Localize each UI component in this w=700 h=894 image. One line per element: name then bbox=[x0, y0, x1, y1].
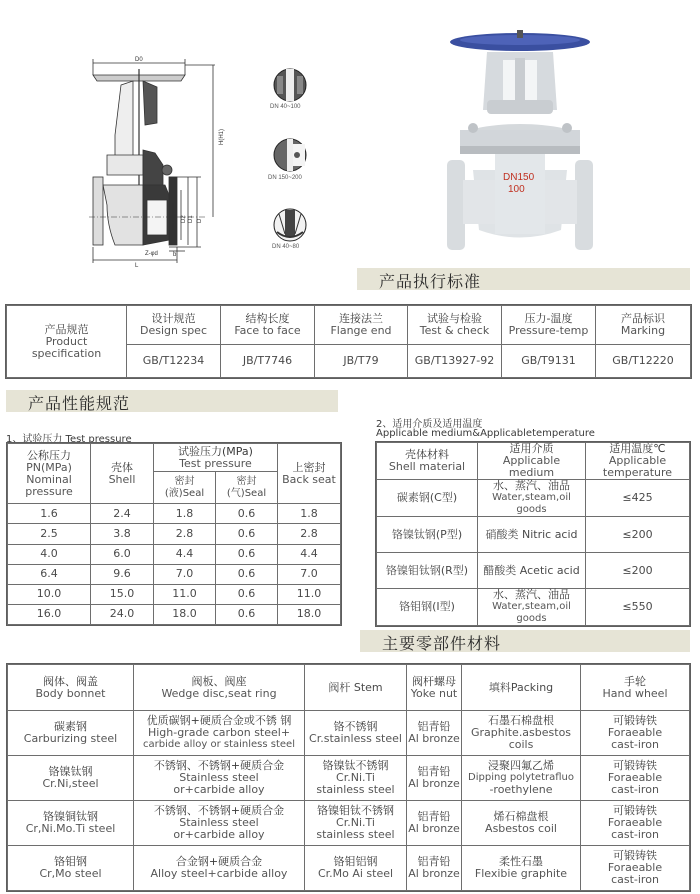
table-row bbox=[8, 544, 341, 564]
cell: 18.0 bbox=[278, 604, 341, 624]
cell: 2.5 bbox=[8, 524, 91, 544]
valve-product-photo bbox=[445, 30, 595, 255]
gate-valve-cross-section-icon bbox=[85, 55, 235, 269]
header-packing: 填料Packing bbox=[462, 665, 581, 711]
standards-table bbox=[6, 305, 691, 378]
body-marking-dn: DN150 bbox=[503, 172, 535, 183]
header-seal-liquid: 密封(液)Seal bbox=[154, 472, 216, 504]
table-row bbox=[377, 589, 690, 626]
cell: 可锻铸铁 Foraeable cast-iron bbox=[581, 801, 690, 846]
cell: 24.0 bbox=[91, 604, 154, 624]
cell: 合金钢+硬质合金 Alloy steel+carbide alloy bbox=[134, 846, 305, 891]
header-yoke-nut: 阀杆螺母 Yoke nut bbox=[407, 665, 462, 711]
cell: 铬钼钢 Cr,Mo steel bbox=[8, 846, 134, 891]
cell: 铬钼铝钢 Cr.Mo Ai steel bbox=[305, 846, 407, 891]
cell: 4.0 bbox=[8, 544, 91, 564]
cell: 11.0 bbox=[278, 584, 341, 604]
cell: 0.6 bbox=[216, 604, 278, 624]
cell: 1.6 bbox=[8, 504, 91, 524]
cell: 1.8 bbox=[154, 504, 216, 524]
cell: 铬镍钛钢(P型) bbox=[377, 517, 478, 553]
detail-label-1: DN 40~100 bbox=[270, 104, 301, 110]
cell: 浸聚四氟乙烯 Dipping polytetrafluo -roethylene bbox=[462, 756, 581, 801]
standards-row-header: 产品规范 Product specification bbox=[7, 306, 127, 378]
cell: 铬镍钼钛不锈钢 Cr.Ni.Ti stainless steel bbox=[305, 801, 407, 846]
standards-col-design: 设计规范 Design spec bbox=[127, 306, 221, 345]
detail-label-2: DN 150~200 bbox=[268, 175, 302, 181]
cell: 6.4 bbox=[8, 564, 91, 584]
cell: 可锻铸铁 Foraeable cast-iron bbox=[581, 711, 690, 756]
table-row bbox=[377, 517, 690, 553]
svg-text:D1: D1 bbox=[188, 215, 194, 223]
cell: 7.0 bbox=[154, 564, 216, 584]
seal-detail-icon bbox=[273, 138, 307, 172]
performance-title: 产品性能规范 bbox=[28, 394, 131, 413]
standards-col-test: 试验与检验 Test & check bbox=[408, 306, 502, 345]
header-nominal-pressure: 公称压力 PN(MPa) Nominal pressure bbox=[8, 444, 91, 504]
header-body-bonnet: 阀体、阀盖 Body bonnet bbox=[8, 665, 134, 711]
medium-caption-en: Applicable medium&Applicabletemperature bbox=[376, 428, 595, 439]
header-applicable-temp: 适用温度℃ Applicable temperature bbox=[586, 443, 690, 480]
cell: 铬镍钛不锈钢 Cr.Ni.Ti stainless steel bbox=[305, 756, 407, 801]
table-row bbox=[377, 480, 690, 517]
header-shell: 壳体 Shell bbox=[91, 444, 154, 504]
cell: 铝青铅 Al bronze bbox=[407, 711, 462, 756]
standards-col-marking: 产品标识 Marking bbox=[596, 306, 691, 345]
header-shell-material: 壳体材料 Shell material bbox=[377, 443, 478, 480]
svg-text:D: D bbox=[197, 218, 203, 223]
body-marking-pn: 100 bbox=[508, 184, 525, 195]
table-row bbox=[8, 711, 690, 756]
performance-banner bbox=[6, 390, 338, 412]
cell: ≤550 bbox=[586, 589, 690, 626]
svg-text:D2: D2 bbox=[181, 215, 187, 223]
cell: 10.0 bbox=[8, 584, 91, 604]
detail-view-3 bbox=[273, 208, 307, 242]
table-row bbox=[8, 524, 341, 544]
standards-col-face: 结构长度 Face to face bbox=[221, 306, 315, 345]
cell: 18.0 bbox=[154, 604, 216, 624]
cell: ≤200 bbox=[586, 517, 690, 553]
table-row bbox=[8, 846, 690, 891]
cell: 铬不锈钢 Cr.stainless steel bbox=[305, 711, 407, 756]
standards-value: GB/T9131 bbox=[502, 345, 596, 378]
medium-caption-cn: 2、适用介质及适用温度 bbox=[376, 419, 483, 430]
medium-table bbox=[376, 442, 690, 626]
table-row bbox=[8, 801, 690, 846]
cell: 0.6 bbox=[216, 524, 278, 544]
detail-label-3: DN 40~80 bbox=[272, 244, 300, 250]
cell: 铝青铅 Al bronze bbox=[407, 846, 462, 891]
cell: 0.6 bbox=[216, 504, 278, 524]
cell: 0.6 bbox=[216, 584, 278, 604]
table-row bbox=[8, 504, 341, 524]
cell: 不锈钢、不锈钢+硬质合金 Stainless steel or+carbide alloy bbox=[134, 756, 305, 801]
svg-text:DN: DN bbox=[173, 214, 179, 223]
cell: 铝青铅 Al bronze bbox=[407, 801, 462, 846]
header-back-seat: 上密封 Back seat bbox=[278, 444, 341, 504]
cell: 不锈钢、不锈钢+硬质合金 Stainless steel or+carbide alloy bbox=[134, 801, 305, 846]
table-row bbox=[8, 756, 690, 801]
cell: ≤200 bbox=[586, 553, 690, 589]
parts-title: 主要零部件材料 bbox=[382, 634, 502, 653]
header-hand-wheel: 手轮 Hand wheel bbox=[581, 665, 690, 711]
table-row bbox=[8, 604, 341, 624]
parts-table bbox=[7, 664, 690, 891]
standards-value: JB/T79 bbox=[315, 345, 408, 378]
cell: 15.0 bbox=[91, 584, 154, 604]
cell: 可锻铸铁 Foraeable cast-iron bbox=[581, 756, 690, 801]
standards-banner bbox=[357, 268, 690, 290]
cell: 铬镍钛钢 Cr.Ni,steel bbox=[8, 756, 134, 801]
cell: 优质碳钢+硬质合金或不锈 钢 High-grade carbon steel+ carbide alloy or stainless steel bbox=[134, 711, 305, 756]
cell: 1.8 bbox=[278, 504, 341, 524]
detail-view-2 bbox=[273, 138, 307, 172]
svg-text:Z-φd: Z-φd bbox=[145, 251, 158, 257]
cell: 6.0 bbox=[91, 544, 154, 564]
cell: 铬镍铜钛钢 Cr,Ni.Mo.Ti steel bbox=[8, 801, 134, 846]
standards-value: GB/T12220 bbox=[596, 345, 691, 378]
standards-value: GB/T13927-92 bbox=[408, 345, 502, 378]
cell: 烯石棉盘根 Asbestos coil bbox=[462, 801, 581, 846]
seal-detail-icon bbox=[273, 68, 307, 102]
cell: ≤425 bbox=[586, 480, 690, 517]
standards-col-pressure: 压力-温度 Pressure-temp bbox=[502, 306, 596, 345]
cell: 3.8 bbox=[91, 524, 154, 544]
cell: 碳素钢 Carburizing steel bbox=[8, 711, 134, 756]
cell: 11.0 bbox=[154, 584, 216, 604]
header-wedge-disc: 阀板、阀座 Wedge disc,seat ring bbox=[134, 665, 305, 711]
cell: 醋酸类 Acetic acid bbox=[478, 553, 586, 589]
cell: 4.4 bbox=[278, 544, 341, 564]
standards-col-flange: 连接法兰 Flange end bbox=[315, 306, 408, 345]
svg-text:L: L bbox=[135, 263, 139, 269]
test-pressure-caption: 1、试验压力 Test pressure bbox=[6, 434, 132, 445]
gate-valve-photo-icon bbox=[445, 30, 595, 255]
cell: 石墨石棉盘根 Graphite.asbestos coils bbox=[462, 711, 581, 756]
cell: 0.6 bbox=[216, 564, 278, 584]
cell: 4.4 bbox=[154, 544, 216, 564]
table-row bbox=[8, 584, 341, 604]
cell: 2.8 bbox=[154, 524, 216, 544]
standards-value: GB/T12234 bbox=[127, 345, 221, 378]
table-row bbox=[8, 564, 341, 584]
cell: 铬镍钼钛钢(R型) bbox=[377, 553, 478, 589]
cell: 2.4 bbox=[91, 504, 154, 524]
cell: 0.6 bbox=[216, 544, 278, 564]
cell: 可锻铸铁 Foraeable cast-iron bbox=[581, 846, 690, 891]
cell: 碳素钢(C型) bbox=[377, 480, 478, 517]
header-seal-gas: 密封(气)Seal bbox=[216, 472, 278, 504]
test-pressure-table bbox=[7, 443, 341, 625]
table-row bbox=[377, 553, 690, 589]
seal-detail-icon bbox=[273, 208, 307, 242]
header-stem: 阀杆 Stem bbox=[305, 665, 407, 711]
detail-view-1 bbox=[273, 68, 307, 102]
cell: 9.6 bbox=[91, 564, 154, 584]
valve-technical-drawing bbox=[85, 55, 235, 269]
dim-D0: D0 bbox=[135, 57, 143, 63]
cell: 硝酸类 Nitric acid bbox=[478, 517, 586, 553]
svg-text:H(H1): H(H1) bbox=[219, 129, 225, 145]
cell: 柔性石墨 Flexibie graphite bbox=[462, 846, 581, 891]
svg-text:b: b bbox=[173, 252, 177, 258]
standards-value: JB/T7746 bbox=[221, 345, 315, 378]
cell: 水、蒸汽、油品 Water,steam,oil goods bbox=[478, 480, 586, 517]
standards-title: 产品执行标准 bbox=[379, 272, 482, 291]
cell: 铝青铅 Al bronze bbox=[407, 756, 462, 801]
cell: 2.8 bbox=[278, 524, 341, 544]
cell: 铬钼钢(I型) bbox=[377, 589, 478, 626]
header-test-pressure: 试验压力(MPa) Test pressure bbox=[154, 444, 278, 472]
header-applicable-medium: 适用介质 Applicable medium bbox=[478, 443, 586, 480]
cell: 16.0 bbox=[8, 604, 91, 624]
cell: 水、蒸汽、油品 Water,steam,oil goods bbox=[478, 589, 586, 626]
parts-banner bbox=[360, 630, 690, 652]
cell: 7.0 bbox=[278, 564, 341, 584]
